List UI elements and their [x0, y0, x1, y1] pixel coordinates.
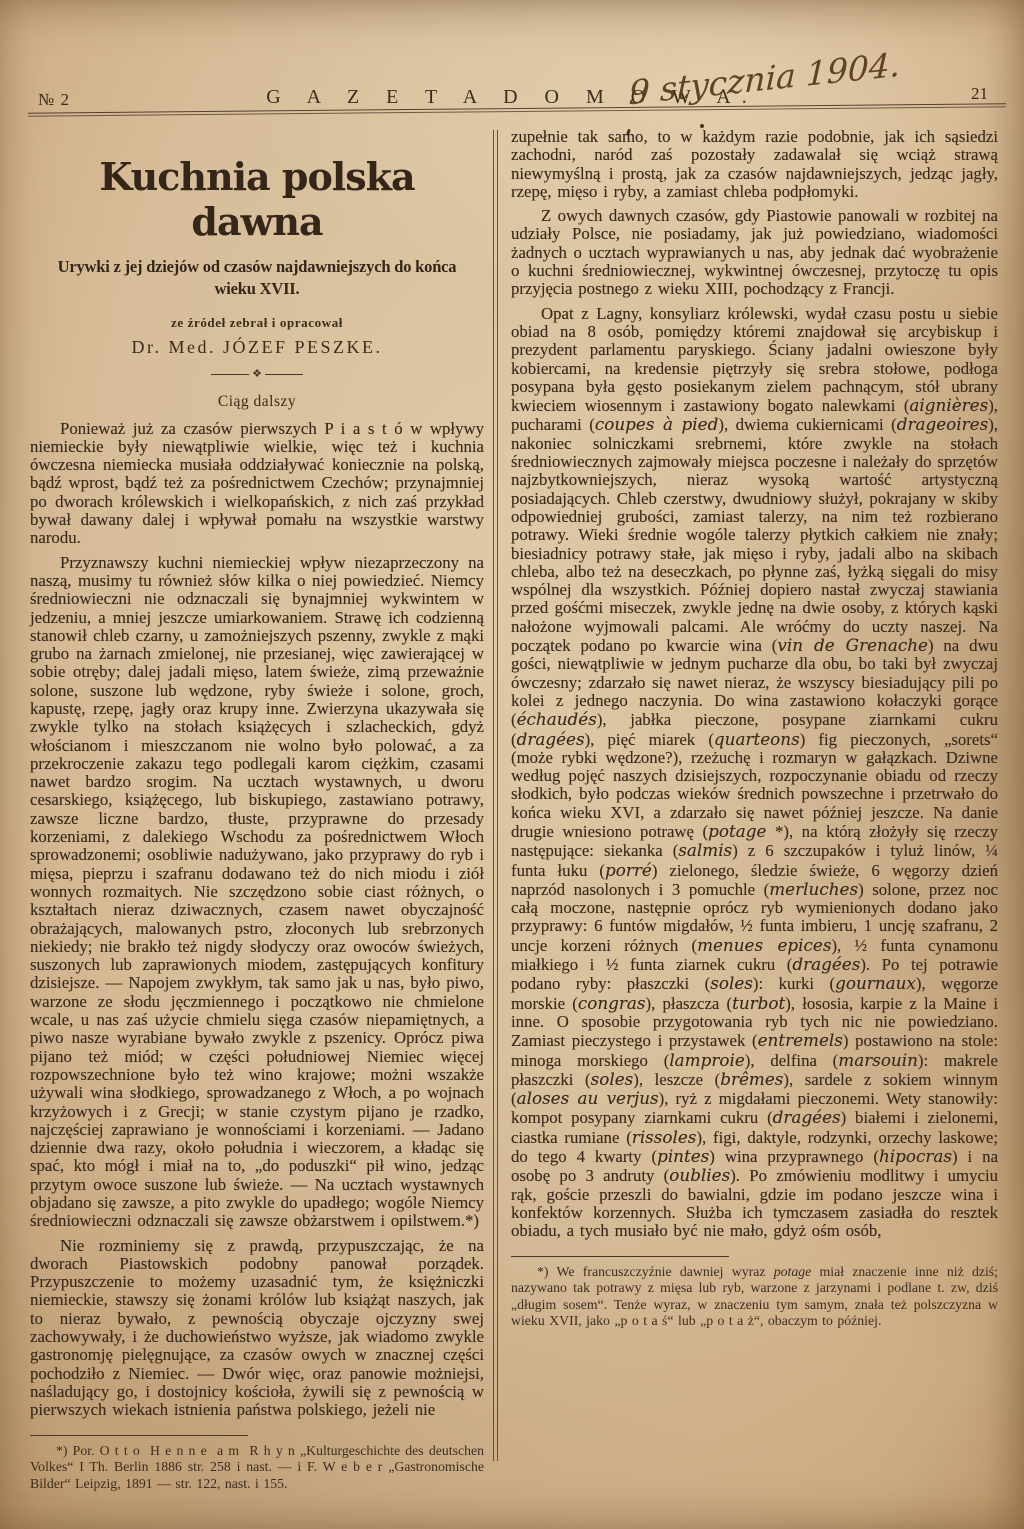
right-column — [511, 128, 998, 1529]
footnote-rule — [30, 1435, 248, 1436]
issue-number: № 2 — [38, 90, 70, 109]
article-title: Kuchnia polska dawna — [99, 154, 415, 244]
footnote: *) We francuszczyźnie dawniej wyraz potage miał znaczenie inne niż dziś; nazywano tak potrawy z mięsa lub ryb, warzone z jarzynami i podlane t. zw, dziś „długim sosem“. Tenże wyraz, w znaczeniu tym samym, znała też polszczyzna w wieku XVII, jako „p o t a ś“ lub „p o t a ż“, obaczym to później. — [511, 1263, 999, 1329]
ornament-divider — [30, 369, 484, 380]
paragraph: Ponieważ już za czasów pierwszych P i a s t ó w wpływy niemieckie były niewątpliwie wielkie, więc też i kuchnia ówczesna niemiecka musiała oddziaływać koniecznie na polską, bądź wprost, bądź też za pośrednictwem Czechów; przynajmniej po dworach królewskich i wielkopańskich, z nich zaś przykład bywał dawany dalej i wpływał pomału na wszystkie warstwy narodu. — [30, 418, 484, 548]
handwritten-date: 9 stycznia 1904. — [628, 44, 901, 113]
page-number: 21 — [971, 84, 988, 103]
two-column-layout — [30, 128, 998, 1529]
paragraph: Z owych dawnych czasów, gdy Piastowie panowali w rozbitej na udziały Polsce, nie posiadamy, jak już powiedziano, wiadomości żadnych o ucztach wyprawianych u nas, aby jednak dać wyobrażenie o kuchni średniowiecznej, wykwintnej ówczesnej, przytoczę tu opis przyjęcia postnego z wieku XIII, pochodzący z Francji. — [511, 206, 998, 299]
footnote-rule — [511, 1256, 729, 1257]
paragraph: Nie rozminiemy się z prawdą, przypuszczając, że na dworach Piastowskich podobny panował porządek. Przypuszczenie to możemy uzasadnić tym, że księżniczki niemieckie, stawszy się żonami królów lub książąt naszych, jak to nieraz bywało, z pewnością obyczaje ojczyzny swej zachowywały, i że duchowieństwo wyższe, jak wiadomo zwykle gastronomję pielęgnujące, za czasów owych w znacznej części pochodziło z Niemiec. — Dwór więc, oraz panowie możniejsi, naśladujący go, i dostojnicy kościoła, żywili się z pewnością w pierwszych wiekach istnienia państwa polskiego, jeżeli nie — [30, 1235, 484, 1420]
footnote: *) Por. O t t o H e n n e a m R h y n „Kulturgeschichte des deutschen Volkes“ I Th. Berlin 1886 str. 258 i nast. — i F. W e b e r „Gastronomische Bilder“ Leipzig, 1891 — str. 122, nast. i 155. — [30, 1442, 484, 1491]
ornament-line — [211, 374, 249, 375]
continuation-note: Ciąg dalszy — [217, 392, 297, 410]
article-subtitle: Urywki z jej dziejów od czasów najdawniejszych do końca wieku XVII. — [57, 257, 457, 298]
ornament-line — [265, 374, 303, 375]
paragraph: Opat z Lagny, konsyliarz królewski, wydał czasu postu u siebie obiad na 8 osób, pomiędzy któremi znajdował się arcybiskup i prezydent parlamentu paryskiego. Ściany jadalni owieszone były kobiercami, na kredensie piętrzyły się srebra stołowe, podłoga posypana była gęsto posiekanym zielem pachnącym, stół ubrany kwieciem wiosennym i zastawiony bogato nalewkami (aignières), pucharami (coupes à pied), dwiema cukiernicami (drageoires), nakoniec solniczkami srebrnemi, które zwykle na stołach średniowiecznych zajmowały miejsca poczesne i należały do sprzętów najzbytkowniejszych, nieraz wysoką wartość artystyczną posiadających. Chleb czerstwy, dwudniowy służył, pokrajany w skiby odpowiedniej grubości, zamiast talerzy, na nim też rozbierano potrawy. Wieki średnie wogóle talerzy płytkich całkiem nie znały; biesiadnicy potrawy stałe, jak mięso i ryby, jadali albo na skibach chleba, albo też na deseczkach, po płynne zaś, łyżką sięgali do misy wspólnej dla wszystkich. Później dopiero nastał zwyczaj stawiania przed gośćmi miseczek, zwykle jednę na dwie osoby, z których kąski nałożone wyjmowali palcami. Ale wróćmy do uczty naszej. Na początek podano po kwarcie wina (vin de Grenache) na dwu gości, niewątpliwie w jednym pucharze dla obu, bo taki był zwyczaj ówczesny; zdarzało się nawet nieraz, że wszyscy biesiadujący pili po kolei z jednego naczynia. Do wina zastawiono kołaczyki gorące (échaudés), jabłka pieczone, posypane ziarnkami cukru (dragées), pięć miarek (quarteons) fig pieczonych, „sorets“ (może rybki wędzone?), rzeżuchę i rozmaryn w gałązkach. Dziwne według pojęć naszych dzisiejszych, rozpoczynanie obiadu od rzeczy słodkich, było podczas wieków średnich powszechne i przetrwało do końca wieku XVI, a zdarzało się nawet później jeszcze. Na danie drugie wniesiono potrawę (potage *), na którą złożyły się rzeczy następujące: siekanka (salmis) z 6 szczupaków i tyluż linów, ¼ funta łuku (porré) zielonego, śledzie świeże, 6 węgorzy dzień naprzód nasolonych i 3 pomuchle (merluches) solone, przez noc całą moczone, następnie oprócz ryb wymienionych dodano jako przyprawy: 6 funtów migdałów, ½ funta imbieru, 1 uncję szafranu, 2 uncje korzeni różnych (menues epices), ½ funta cynamonu miałkiego i ½ funta ziarnek cukru (dragées). Po tej potrawie podano ryby: płaszczki (soles): kurki (gournaux), węgorze morskie (congras), płaszcza (turbot), łososia, karpie z la Maine i inne. O sposobie przygotowania ryb tych nic nie powiedziano. Zamiast pieczystego i przystawek (entremels) postawiono na stole: minoga morskiego (lamproie), delfina (marsouin): makrele płaszczki (soles), leszcze (brêmes), sardele z sokiem winnym (aloses au verjus), ryż z migdałami pieczonemi. Wety stanowiły: kompot posypany ziarnkami cukru (dragées) białemi i zielonemi, ciastka rumiane (rissoles), figi, daktyle, rodzynki, orzechy laskowe; do tego 4 kwarty (pintes) wina przyprawnego (hipocras) i na osobę po 3 andruty (oublies). Po zmówieniu modlitwy i umyciu rąk, goście przeszli do bawialni, gdzie im podano jeszcze wina i konfektów korzennych. Służba ich tymczasem zasiadła do resztek obiadu, a tych musiało być nie mało, gdyż ośm osób, — [511, 303, 999, 1241]
paragraph: zupełnie tak samo, to w każdym razie podobnie, jak ich sąsiedzi zachodni, naród zaś pozostały zadawalał się wciąż strawą niewymyślną i prostą, jak za czasów najdawniejszych, jedząc jagły, rzepę, mięso i ryby, a zamiast chleba podpłomyki. — [511, 127, 998, 201]
left-column — [30, 128, 484, 1529]
masthead-title: G A Z E T A D O M O W A. — [266, 86, 758, 108]
article-author: Dr. Med. JÓZEF PESZKE. — [131, 336, 383, 357]
byline-note: ze źródeł zebrał i opracował — [170, 314, 344, 330]
column-divider — [493, 130, 498, 1461]
ornament-icon: ❖ — [252, 367, 262, 380]
paragraph: Przyznawszy kuchni niemieckiej wpływ niezaprzeczony na naszą, musimy tu również słów kilka o niej powiedzieć. Niemcy średniowieczni nie odznaczali się bynajmniej wykwintem w jedzeniu, a mniej jeszcze umiarkowaniem. Strawę ich codzienną stanowił chleb czarny, u zamożniejszych pszenny, zwykle z mąki grubo na żarnach zmielonej, nie przesianej, więc zawierającej w sobie otręby; dalej jadali mięso, latem świeże, zimą przeważnie solone, suszone lub wędzone, ryby świeże i solone, groch, kapustę, rzepę, jagły oraz krupy inne. Zwierzyna ukazywała się zwykle tylko na stołach książęcych i szlacheckich, gdyż włościanom i mieszczanom nie wolno było polować, a za przekroczenie zakazu tego podlegali karom ciężkim, czasami nawet bardzo srogim. Na ucztach wystawnych, u dworu cesarskiego, książęcego, lub biskupiego, zastawiano potrawy, zawsze liczne bardzo, tłuste, przyprawne do przesady korzeniami, z dalekiego Wschodu za pośrednictwem Włoch sprowadzonemi; osobliwie nadużywano, jako przyprawy do ryb i mięsa, pieprzu i szafranu dodawano też do nich miodu i ziół wonnych rozmaitych. Nie szczędzono sobie ciast różnych, o kształtach nieraz dziwacznych, czasem nawet obyczajność obrażających, malowanych pstro, złoconych lub srebrzonych niekiedy; nie brakło też nigdy słodyczy oraz owoców świeżych, suszonych lub zaprawionych miodem, zastępujących konfitury dzisiejsze. — Napojem zwykłym, tak samo jak u nas, było piwo, warzone ze słodu jęczmiennego i początkowo nie chmielone wcale, u nas zaś użycie chmielu sięga czasów niepamiętnych, a piwo nasze wyrabiane bywało zwykle z pszenicy. Oprócz piwa pijano też miód; w części południowej Niemiec więcej rozpowszechnione było też wino krajowe; możni wszakże używali wina słodkiego, sprowadzanego z Włoch, a po wojnach krzyżowych i z Grecji; w stanie czystym pijano je rzadko, najczęściej zaprawiano je wonnościami i korzeniami. — Jadano dziennie dwa razy, około południa i wieczorem, a kładąc się spać, kto mógł i miał na to, „do poduszki“ pił wino, jedząc przytym owoce suszone lub świeże. — Na ucztach wystawnych objadano się zawsze, a pito zwykle do upadłego; wogóle Niemcy średniowieczni odznaczali się zawsze obżarstwem i opilstwem.*) — [30, 552, 484, 1231]
